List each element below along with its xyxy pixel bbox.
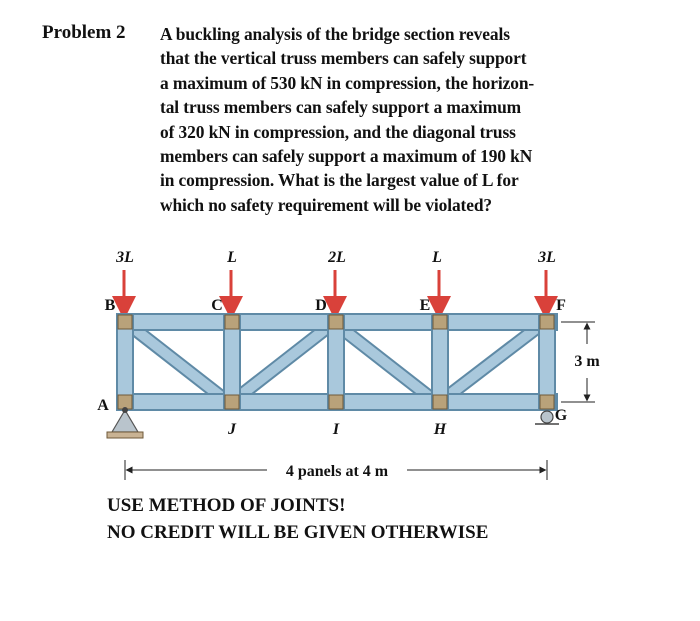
gusset-plate: [225, 395, 239, 409]
gusset-plate: [118, 315, 132, 329]
load-label-F: 3L: [538, 249, 556, 266]
gusset-plate: [433, 395, 447, 409]
gusset-plate: [225, 315, 239, 329]
gusset-plate: [540, 395, 554, 409]
gusset-plate: [433, 315, 447, 329]
joint-label-C: C: [211, 297, 223, 314]
span-label: 4 panels at 4 m: [285, 463, 389, 480]
problem-line: which no safety requirement will be violated?: [160, 194, 493, 215]
joint-label-I: I: [332, 421, 340, 438]
height-label: 3 m: [574, 353, 600, 370]
load-arrows: [124, 270, 546, 308]
load-label-B: 3L: [116, 249, 134, 266]
notice-line-1: USE METHOD OF JOINTS!: [107, 495, 346, 516]
joint-label-H: H: [433, 421, 447, 438]
joint-label-G: G: [554, 407, 568, 424]
truss-figure: [95, 248, 605, 488]
problem-line: tal truss members can safely support a maximum: [160, 97, 522, 118]
pin-support-icon: [107, 407, 143, 438]
joint-label-B: B: [104, 297, 116, 314]
joint-label-E: E: [419, 297, 431, 314]
load-label-D: 2L: [328, 249, 346, 266]
truss-members: [117, 314, 557, 410]
problem-line: members can safely support a maximum of 190 kN: [160, 146, 533, 167]
joint-label-D: D: [315, 297, 327, 314]
problem-label: Problem 2: [42, 22, 126, 43]
gusset-plate: [329, 315, 343, 329]
gusset-plate: [540, 315, 554, 329]
notice-line-2: NO CREDIT WILL BE GIVEN OTHERWISE: [107, 522, 489, 543]
problem-line: a maximum of 530 kN in compression, the horizon-: [160, 72, 535, 93]
gusset-plate: [329, 395, 343, 409]
load-label-C: L: [227, 249, 237, 266]
problem-line: that the vertical truss members can safely support: [160, 48, 527, 69]
joint-label-F: F: [556, 297, 566, 314]
joint-label-A: A: [97, 397, 109, 414]
load-label-E: L: [432, 249, 442, 266]
joint-label-J: J: [228, 421, 236, 438]
problem-line: A buckling analysis of the bridge section reveals: [160, 24, 510, 44]
gusset-plate: [118, 395, 132, 409]
problem-line: of 320 kN in compression, and the diagonal truss: [160, 121, 516, 142]
instruction-notice: [107, 492, 488, 546]
problem-text: [160, 22, 620, 217]
problem-line: in compression. What is the largest value of L for: [160, 170, 519, 191]
